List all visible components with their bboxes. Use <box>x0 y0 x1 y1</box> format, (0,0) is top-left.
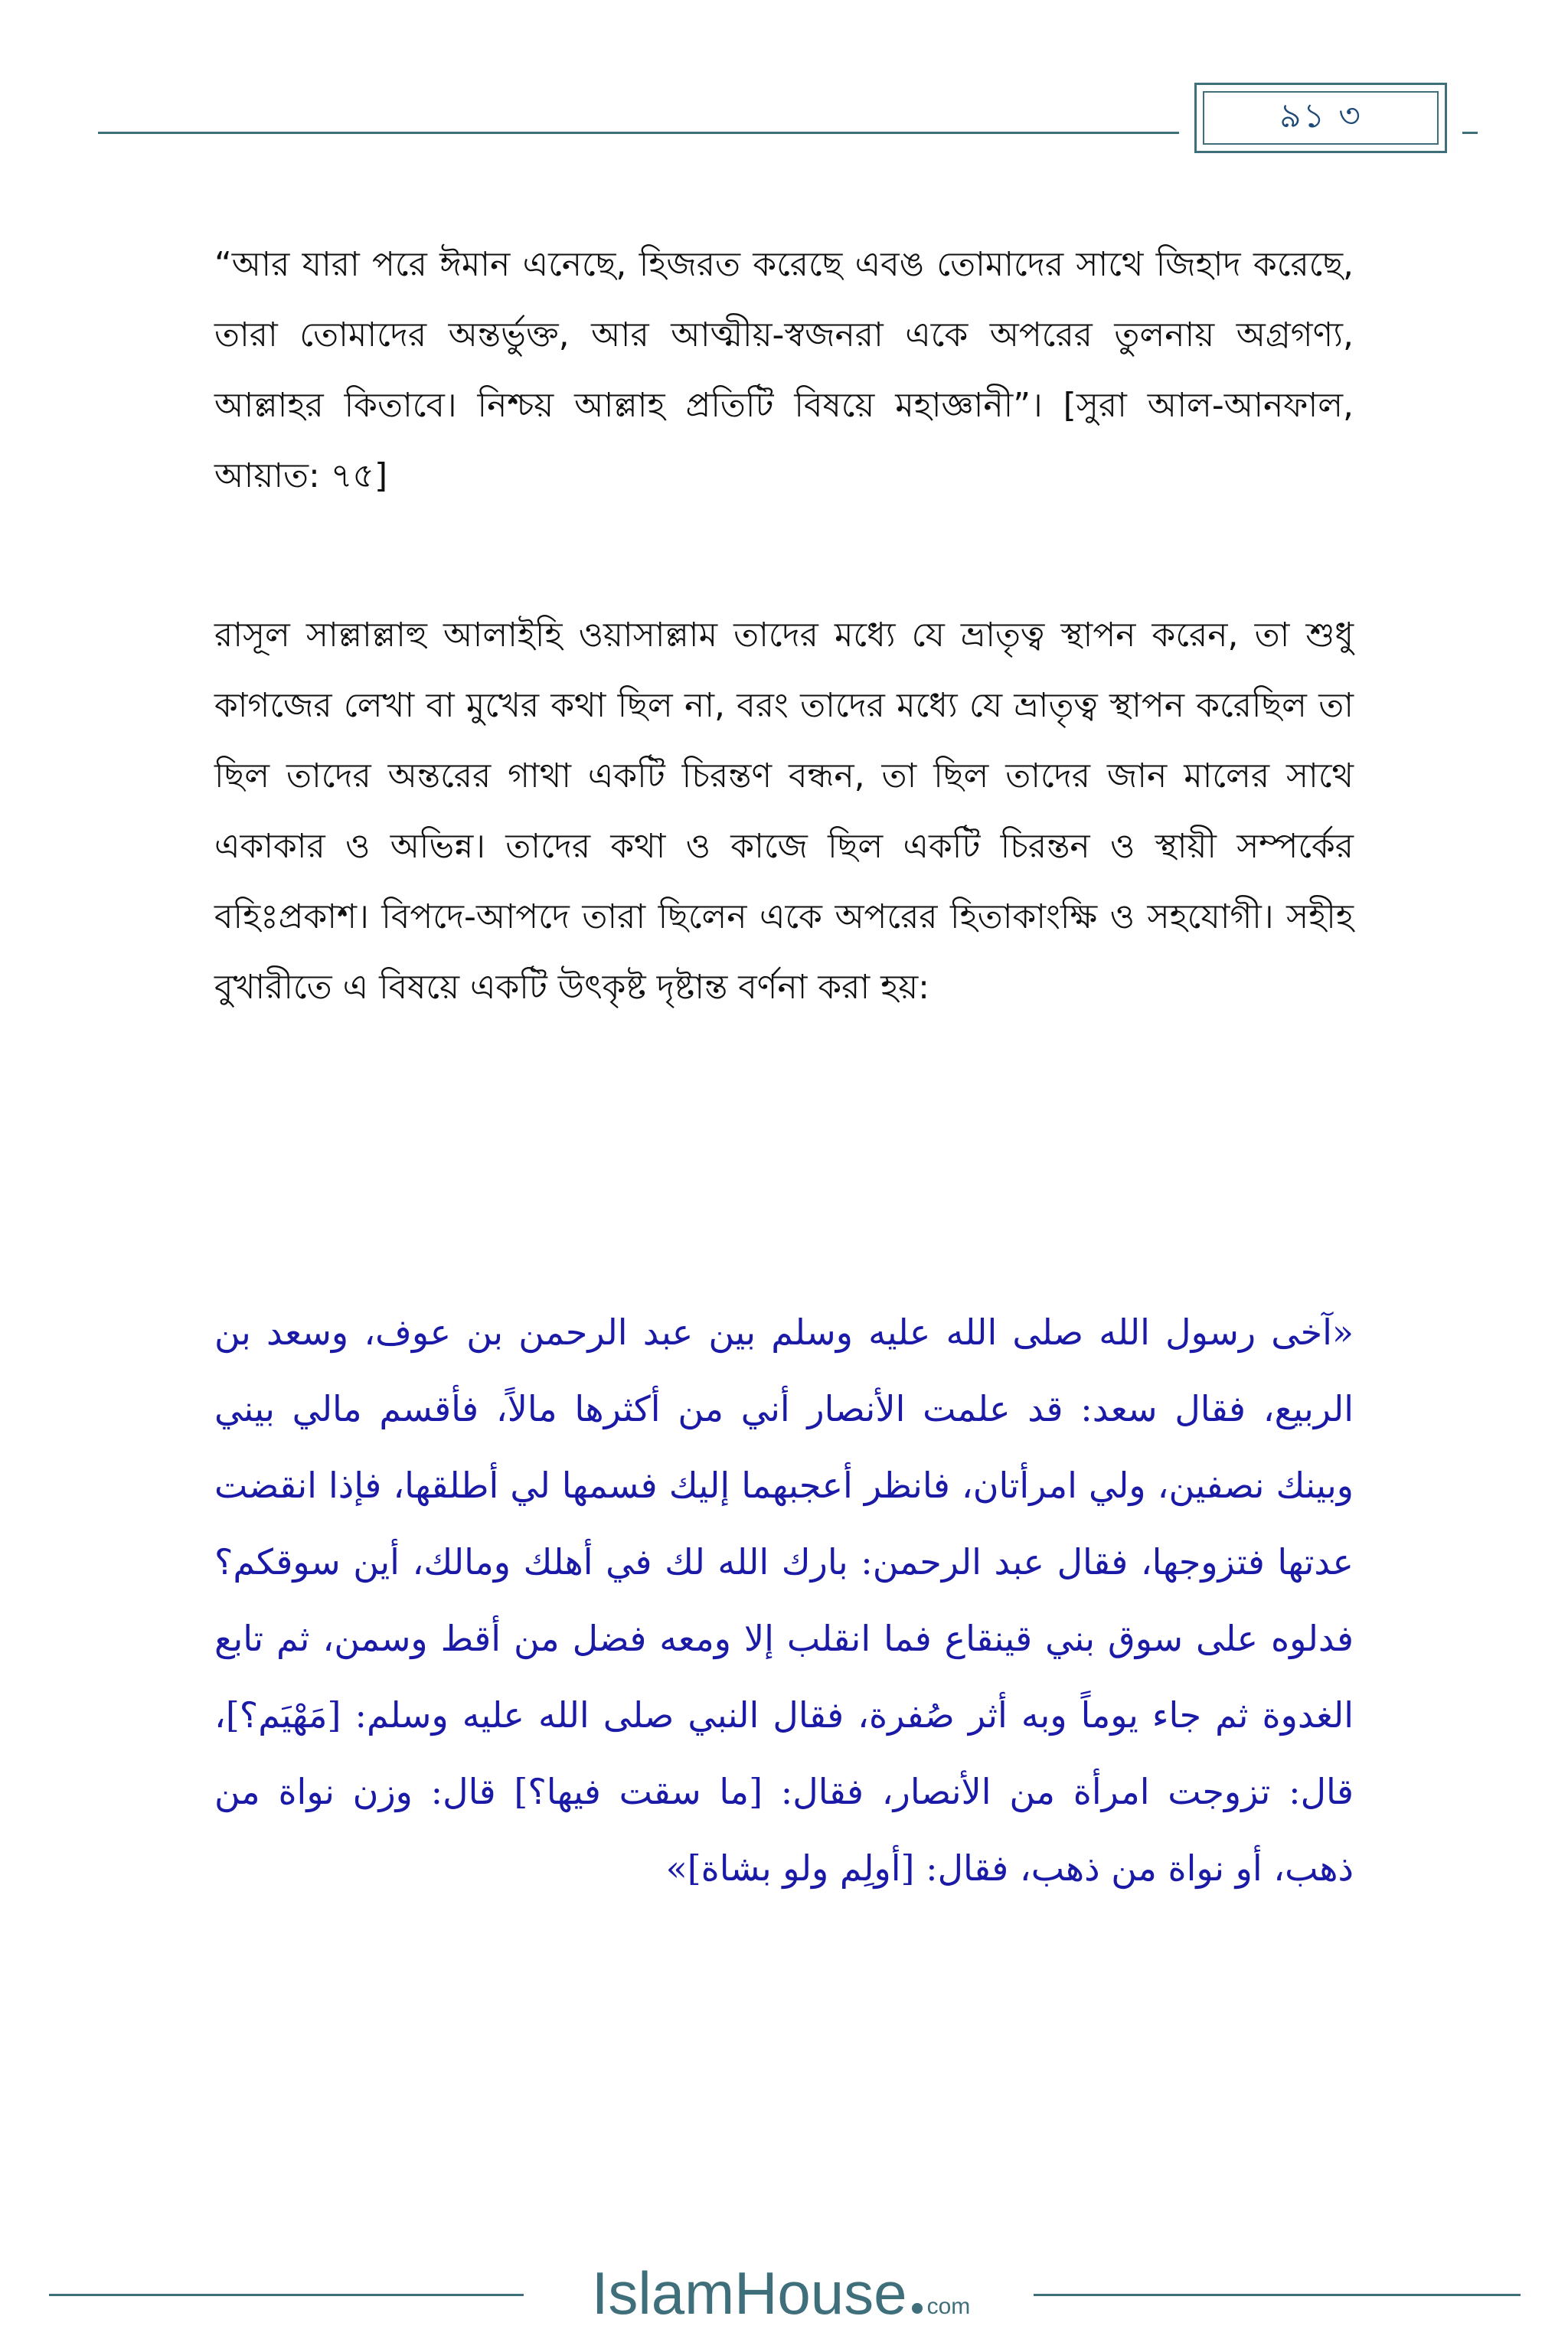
arabic-hadith: «آخى رسول الله صلى الله عليه وسلم بين عبد الرحمن بن عوف، وسعد بن الربيع، فقال سعد: قد علمت الأنصار أني من أكثرها مالاً، فأقسم مالي بيني وبينك نصفين، ولي امرأتان، فانظر أعجبهما إليك فسمها لي أطلقها، فإذا انقضت عدتها فتزوجها، فقال عبد الرحمن: بارك الله لك في أهلك ومالك، أين سوقكم؟ فدلوه على سوق بني قينقاع فما انقلب إلا ومعه فضل من أقط وسمن، ثم تابع الغدوة ثم جاء يوماً وبه أثر صُفرة، فقال النبي صلى الله عليه وسلم: [مَهْيَم؟]، قال: تزوجت امرأة من الأنصار، فقال: [ما سقت فيها؟] قال: وزن نواة من ذهب، أو نواة من ذهب، فقال: [أولِم ولو بشاة]» <box>214 1312 1354 1889</box>
logo-dot-icon <box>912 2303 923 2314</box>
header-rule-left <box>98 132 1179 134</box>
quran-quote: “আর যারা পরে ঈমান এনেছে, হিজরত করেছে এবঙ তোমাদের সাথে জিহাদ করেছে, তারা তোমাদের অন্তর্ভুক্ত, আর আত্মীয়-স্বজনরা একে অপরের তুলনায় অগ্রগণ্য, আল্লাহর কিতাবে। নিশ্চয় আল্লাহ প্রতিটি বিষয়ে মহাজ্ঞানী”। [সুরা আল-আনফাল, আয়াত: ৭৫] <box>214 245 1354 495</box>
page-number: ৯১ ৩ <box>1279 96 1362 136</box>
page-number-frame <box>1194 83 1447 153</box>
footer-rule-right <box>1034 2294 1521 2296</box>
footer-rule-left <box>49 2294 524 2296</box>
logo-tld: com <box>926 2294 971 2319</box>
header-rule-right <box>1462 132 1478 134</box>
body-paragraph: রাসূল সাল্লাল্লাহু আলাইহি ওয়াসাল্লাম তাদের মধ্যে যে ভ্রাতৃত্ব স্থাপন করেন, তা শুধু কাগজের লেখা বা মুখের কথা ছিল না, বরং তাদের মধ্যে যে ভ্রাতৃত্ব স্থাপন করেছিল তা ছিল তাদের অন্তরের গাথা একটি চিরন্তণ বন্ধন, তা ছিল তাদের জান মালের সাথে একাকার ও অভিন্ন। তাদের কথা ও কাজে ছিল একটি চিরন্তন ও স্থায়ী সম্পর্কের বহিঃপ্রকাশ। বিপদে-আপদে তারা ছিলেন একে অপরের হিতাকাংক্ষি ও সহযোগী। সহীহ বুখারীতে এ বিষয়ে একটি উৎকৃষ্ট দৃষ্টান্ত বর্ণনা করা হয়: <box>214 616 1354 1007</box>
islamhouse-logo <box>536 2259 1026 2328</box>
logo-wordmark: IslamHouse <box>591 2259 907 2327</box>
